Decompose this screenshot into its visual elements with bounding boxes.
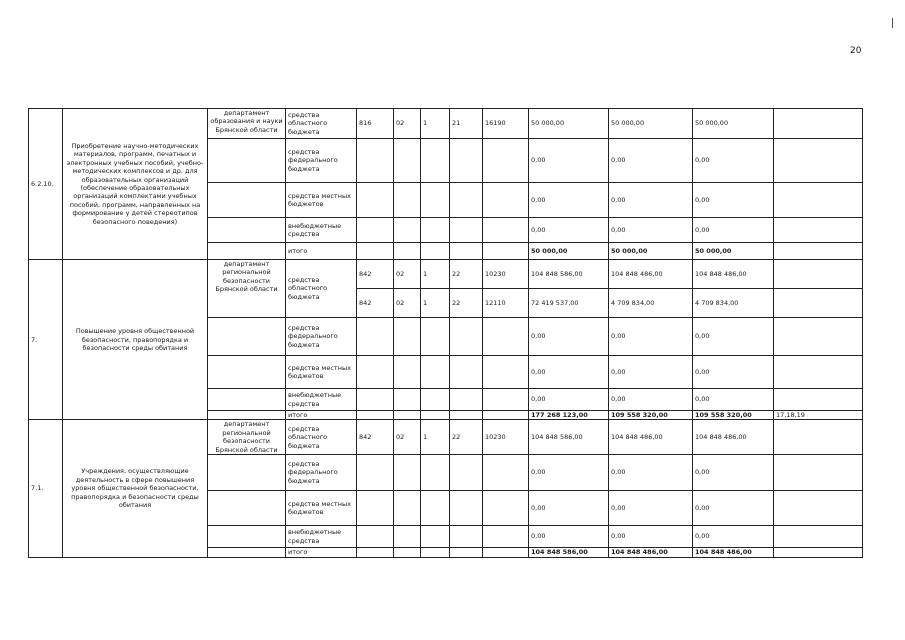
code-event	[450, 389, 483, 411]
amount-year-1: 0,00	[529, 183, 609, 218]
code-direction	[483, 318, 529, 356]
executor-cell	[208, 491, 286, 526]
table-row	[29, 420, 863, 455]
funding-source: внебюджетные средства	[286, 389, 357, 411]
amount-year-1: 0,00	[529, 491, 609, 526]
amount-year-2: 0,00	[609, 455, 693, 491]
code-program: 02	[394, 109, 421, 139]
amount-year-3: 0,00	[693, 356, 774, 389]
code-subprogram: 1	[421, 260, 450, 289]
code-subprogram	[421, 491, 450, 526]
code-event	[450, 139, 483, 183]
code-ministry	[357, 183, 394, 218]
amount-year-2: 0,00	[609, 526, 693, 548]
code-program	[394, 455, 421, 491]
code-subprogram	[421, 455, 450, 491]
funding-source: средства местных бюджетов	[286, 491, 357, 526]
scan-edge-mark	[892, 18, 893, 28]
executor: департамент региональной безопасности Брянской области	[208, 420, 286, 455]
funding-source: средства местных бюджетов	[286, 356, 357, 389]
funding-source: внебюджетные средства	[286, 526, 357, 548]
code-subprogram	[421, 183, 450, 218]
amount-year-3: 50 000,00	[693, 243, 774, 260]
budget-table	[28, 108, 863, 558]
executor-cell	[208, 548, 286, 557]
indicator-ref	[774, 139, 863, 183]
indicator-ref	[774, 526, 863, 548]
amount-year-3: 4 709 834,00	[693, 289, 774, 318]
amount-year-3: 104 848 486,00	[693, 260, 774, 289]
amount-year-1: 0,00	[529, 218, 609, 243]
executor: департамент региональной безопасности Брянской области	[208, 260, 286, 318]
code-program	[394, 411, 421, 420]
amount-year-2: 50 000,00	[609, 109, 693, 139]
code-ministry	[357, 526, 394, 548]
amount-year-2: 0,00	[609, 491, 693, 526]
code-direction: 12110	[483, 289, 529, 318]
code-ministry: 842	[357, 289, 394, 318]
amount-year-1: 0,00	[529, 526, 609, 548]
code-program	[394, 491, 421, 526]
amount-year-3: 0,00	[693, 318, 774, 356]
code-ministry	[357, 548, 394, 557]
code-direction	[483, 218, 529, 243]
code-program	[394, 183, 421, 218]
table-row	[29, 109, 863, 139]
indicator-ref	[774, 289, 863, 318]
amount-year-1: 50 000,00	[529, 109, 609, 139]
funding-source: итого	[286, 548, 357, 557]
indicator-ref	[774, 318, 863, 356]
code-ministry	[357, 389, 394, 411]
indicator-ref	[774, 491, 863, 526]
amount-year-3: 104 848 486,00	[693, 548, 774, 557]
code-subprogram	[421, 318, 450, 356]
code-direction	[483, 243, 529, 260]
code-subprogram	[421, 356, 450, 389]
item-number: 7.	[29, 260, 63, 420]
code-event	[450, 491, 483, 526]
code-event	[450, 526, 483, 548]
code-direction	[483, 389, 529, 411]
indicator-ref	[774, 455, 863, 491]
executor: департамент образования и науки Брянской области	[208, 109, 286, 139]
code-subprogram	[421, 411, 450, 420]
indicator-ref	[774, 218, 863, 243]
code-ministry	[357, 139, 394, 183]
funding-source: средства областного бюджета	[286, 109, 357, 139]
code-program	[394, 218, 421, 243]
indicator-ref	[774, 260, 863, 289]
amount-year-2: 0,00	[609, 183, 693, 218]
code-event: 22	[450, 289, 483, 318]
code-program	[394, 243, 421, 260]
funding-source: итого	[286, 243, 357, 260]
table-row	[29, 260, 863, 289]
code-subprogram	[421, 389, 450, 411]
item-name: Учреждения, осуществляющие деятельность в сфере повышения уровня общественной безопасности, правопорядка и безопасности среды обитания	[63, 420, 208, 557]
funding-source: итого	[286, 411, 357, 420]
code-direction	[483, 455, 529, 491]
amount-year-2: 104 848 486,00	[609, 420, 693, 455]
code-subprogram: 1	[421, 109, 450, 139]
amount-year-3: 50 000,00	[693, 109, 774, 139]
executor-cell	[208, 411, 286, 420]
code-ministry: 842	[357, 260, 394, 289]
code-direction	[483, 526, 529, 548]
funding-source: средства областного бюджета	[286, 420, 357, 455]
indicator-ref	[774, 243, 863, 260]
amount-year-3: 109 558 320,00	[693, 411, 774, 420]
indicator-ref	[774, 356, 863, 389]
item-name: Приобретение научно-методических материалов, программ, печатных и электронных учебных пособий, учебно-методических комплексов и др. для образовательных организаций (обеспечение образовательных организаций комплектами учебных пособий, программ, направленных на формирование у детей стереотипов безопасного поведения)	[63, 109, 208, 260]
indicator-ref	[774, 109, 863, 139]
code-event	[450, 356, 483, 389]
amount-year-1: 177 268 123,00	[529, 411, 609, 420]
amount-year-1: 0,00	[529, 139, 609, 183]
funding-source: внебюджетные средства	[286, 218, 357, 243]
amount-year-1: 104 848 586,00	[529, 260, 609, 289]
code-event	[450, 243, 483, 260]
amount-year-1: 0,00	[529, 389, 609, 411]
amount-year-3: 104 848 486,00	[693, 420, 774, 455]
executor-cell	[208, 455, 286, 491]
amount-year-1: 50 000,00	[529, 243, 609, 260]
code-event	[450, 218, 483, 243]
code-event	[450, 318, 483, 356]
code-direction: 10230	[483, 260, 529, 289]
code-program	[394, 318, 421, 356]
amount-year-2: 0,00	[609, 389, 693, 411]
executor-cell	[208, 318, 286, 356]
funding-source: средства федерального бюджета	[286, 139, 357, 183]
executor-cell	[208, 183, 286, 218]
amount-year-3: 0,00	[693, 455, 774, 491]
code-subprogram: 1	[421, 420, 450, 455]
indicator-ref	[774, 389, 863, 411]
code-event: 21	[450, 109, 483, 139]
amount-year-3: 0,00	[693, 491, 774, 526]
code-direction	[483, 411, 529, 420]
executor-cell	[208, 218, 286, 243]
executor-cell	[208, 356, 286, 389]
code-event: 22	[450, 260, 483, 289]
amount-year-2: 0,00	[609, 139, 693, 183]
code-subprogram	[421, 548, 450, 557]
amount-year-1: 104 848 586,00	[529, 420, 609, 455]
code-event: 22	[450, 420, 483, 455]
code-event	[450, 455, 483, 491]
amount-year-3: 0,00	[693, 183, 774, 218]
amount-year-2: 109 558 320,00	[609, 411, 693, 420]
code-event	[450, 411, 483, 420]
code-ministry	[357, 411, 394, 420]
code-program: 02	[394, 420, 421, 455]
amount-year-1: 0,00	[529, 318, 609, 356]
code-ministry	[357, 218, 394, 243]
code-subprogram	[421, 218, 450, 243]
indicator-ref: 17,18,19	[774, 411, 863, 420]
code-ministry	[357, 356, 394, 389]
code-subprogram	[421, 243, 450, 260]
code-direction: 10230	[483, 420, 529, 455]
amount-year-2: 0,00	[609, 218, 693, 243]
indicator-ref	[774, 420, 863, 455]
funding-source: средства федерального бюджета	[286, 455, 357, 491]
amount-year-1: 0,00	[529, 356, 609, 389]
code-ministry	[357, 318, 394, 356]
amount-year-2: 4 709 834,00	[609, 289, 693, 318]
code-direction	[483, 356, 529, 389]
executor-cell	[208, 139, 286, 183]
funding-source: средства областного бюджета	[286, 260, 357, 318]
code-ministry	[357, 455, 394, 491]
amount-year-2: 104 848 486,00	[609, 548, 693, 557]
code-program	[394, 356, 421, 389]
amount-year-2: 0,00	[609, 318, 693, 356]
amount-year-1: 72 419 537,00	[529, 289, 609, 318]
amount-year-2: 0,00	[609, 356, 693, 389]
executor-cell	[208, 389, 286, 411]
code-program	[394, 526, 421, 548]
page-number: 20	[850, 46, 862, 56]
code-event	[450, 548, 483, 557]
code-direction	[483, 139, 529, 183]
amount-year-1: 0,00	[529, 455, 609, 491]
indicator-ref	[774, 183, 863, 218]
executor-cell	[208, 526, 286, 548]
code-program	[394, 139, 421, 183]
item-number: 6.2.10.	[29, 109, 63, 260]
funding-source: средства местных бюджетов	[286, 183, 357, 218]
code-subprogram	[421, 139, 450, 183]
code-ministry: 816	[357, 109, 394, 139]
code-direction	[483, 491, 529, 526]
code-subprogram	[421, 526, 450, 548]
funding-source: средства федерального бюджета	[286, 318, 357, 356]
indicator-ref	[774, 548, 863, 557]
code-direction: 16190	[483, 109, 529, 139]
code-event	[450, 183, 483, 218]
code-program: 02	[394, 289, 421, 318]
code-program	[394, 548, 421, 557]
amount-year-3: 0,00	[693, 218, 774, 243]
amount-year-1: 104 848 586,00	[529, 548, 609, 557]
amount-year-2: 50 000,00	[609, 243, 693, 260]
code-direction	[483, 183, 529, 218]
amount-year-3: 0,00	[693, 526, 774, 548]
code-program	[394, 389, 421, 411]
code-ministry	[357, 491, 394, 526]
item-name: Повышение уровня общественной безопасности, правопорядка и безопасности среды обитания	[63, 260, 208, 420]
code-ministry: 842	[357, 420, 394, 455]
amount-year-2: 104 848 486,00	[609, 260, 693, 289]
code-direction	[483, 548, 529, 557]
code-program: 02	[394, 260, 421, 289]
amount-year-3: 0,00	[693, 139, 774, 183]
amount-year-3: 0,00	[693, 389, 774, 411]
item-number: 7.1.	[29, 420, 63, 557]
code-ministry	[357, 243, 394, 260]
code-subprogram: 1	[421, 289, 450, 318]
executor-cell	[208, 243, 286, 260]
